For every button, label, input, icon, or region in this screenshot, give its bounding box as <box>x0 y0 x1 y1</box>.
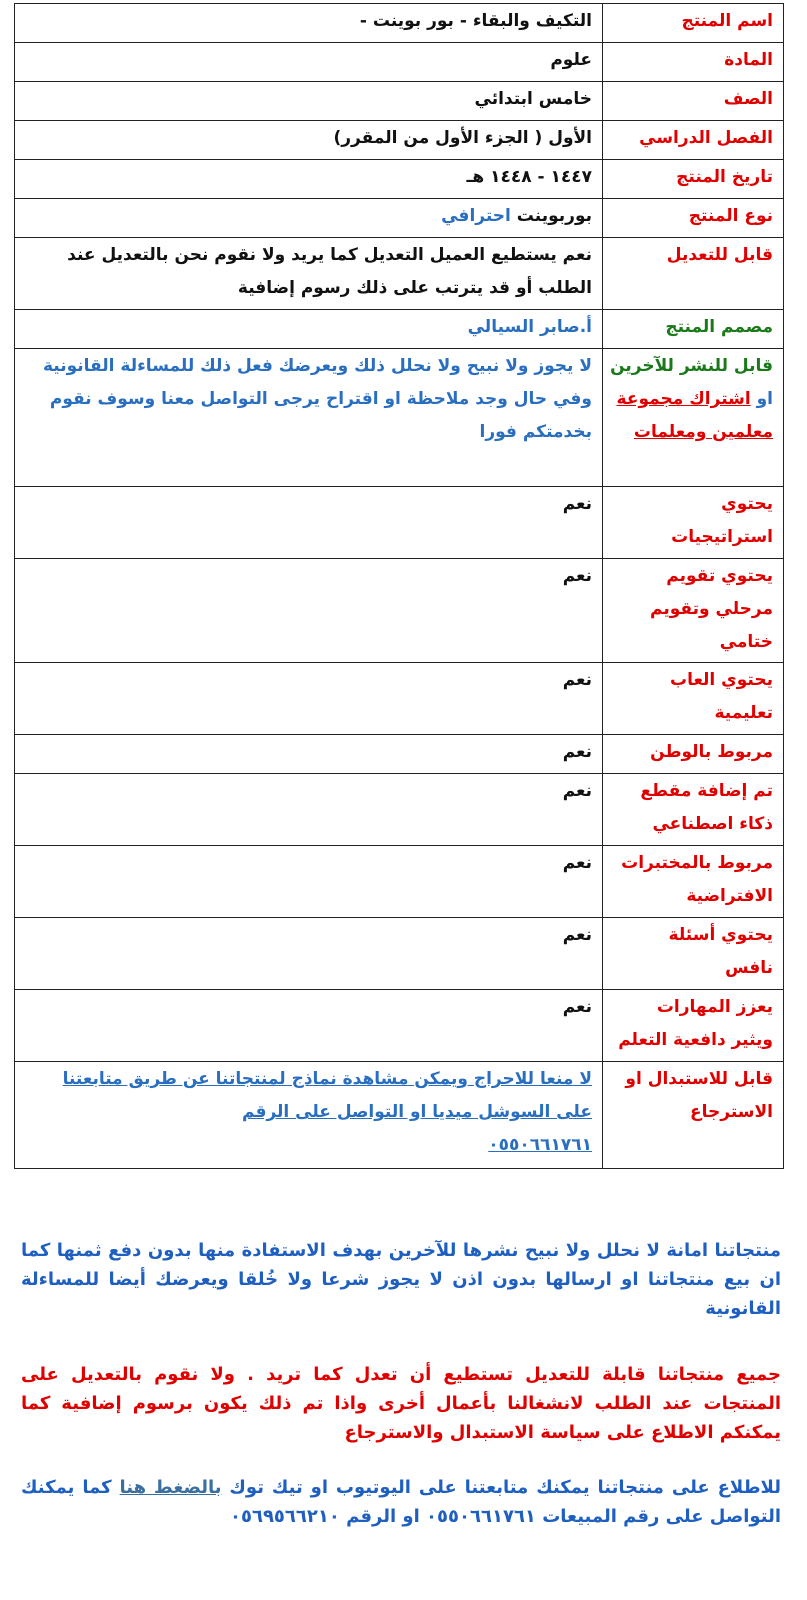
label-line: ختامي <box>719 632 773 652</box>
row-value: التكيف والبقاء - بور بوينت - <box>15 4 603 43</box>
label-line: مرحلي وتقويم <box>650 599 773 619</box>
label-line: ذكاء اصطناعي <box>652 814 773 834</box>
row-label <box>603 487 784 559</box>
trust-notice: منتجاتنا امانة لا نحلل ولا نبيح نشرها للآخرين بهدف الاستفادة منها بدون دفع ثمنها كما ان بيع منتجاتنا او ارسالها بدون اذن لا يجوز شرعا ولا خُلقا ويعرضك أيضا للمساءلة القانونية <box>21 1240 781 1319</box>
table-row <box>15 990 784 1062</box>
row-label <box>603 846 784 918</box>
row-value: علوم <box>15 43 603 82</box>
label-line: تم إضافة مقطع <box>640 781 773 801</box>
label-others: للآخرين <box>610 356 674 376</box>
label-or: او <box>756 389 773 409</box>
row-label <box>603 774 784 846</box>
row-label <box>603 990 784 1062</box>
row-value: نعم <box>15 559 603 663</box>
label-line: استراتيجيات <box>671 527 773 547</box>
row-label: قابل للتعديل <box>603 238 784 310</box>
label-line: يحتوي تقويم <box>666 566 773 586</box>
follow-text: للاطلاع على منتجاتنا يمكنك متابعتنا على اليوتيوب او تيك توك <box>229 1477 781 1498</box>
label-line: يحتوي أسئلة <box>668 925 773 945</box>
label-subscription: اشتراك مجموعة معلمين ومعلمات <box>616 389 773 442</box>
table-row <box>15 1062 784 1169</box>
row-label: مربوط بالوطن <box>603 735 784 774</box>
table-row <box>15 663 784 735</box>
phone-number[interactable]: ٠٥٥٠٦٦١٧٦١ <box>488 1135 592 1155</box>
row-value: نعم <box>15 918 603 990</box>
row-value: لا يجوز ولا نبيح ولا نحلل ذلك ويعرضك فعل ذلك للمساءلة القانونية وفي حال وجد ملاحظة او اقتراح يرجى التواصل معنا وسوف نقوم بخدمتكم فورا <box>15 349 603 487</box>
row-value: ١٤٤٧ - ١٤٤٨ هـ <box>15 160 603 199</box>
follow-notice <box>21 1473 781 1531</box>
row-label <box>603 349 784 487</box>
row-label: اسم المنتج <box>603 4 784 43</box>
row-value <box>15 1062 603 1169</box>
table-row <box>15 846 784 918</box>
label-line: الاسترجاع <box>690 1102 773 1122</box>
label-line: الافتراضية <box>686 886 773 906</box>
row-value: أ.صابر السيالي <box>15 310 603 349</box>
product-type-base: بوربوينت <box>516 206 592 226</box>
editing-notice: جميع منتجاتنا قابلة للتعديل تستطيع أن تعدل كما تريد . ولا نقوم بالتعديل على المنتجات عند الطلب لانشغالنا بأعمال أخرى واذا تم ذلك يكون برسوم إضافية كما يمكنكم الاطلاع على سياسة الاستبدال والاسترجاع <box>21 1364 781 1443</box>
row-label: المادة <box>603 43 784 82</box>
table-row <box>15 918 784 990</box>
label-publish: قابل للنشر <box>679 356 773 376</box>
row-label: تاريخ المنتج <box>603 160 784 199</box>
row-label: الفصل الدراسي <box>603 121 784 160</box>
table-row <box>15 310 784 349</box>
table-row <box>15 487 784 559</box>
row-value: خامس ابتدائي <box>15 82 603 121</box>
row-value: نعم يستطيع العميل التعديل كما يريد ولا نقوم نحن بالتعديل عند الطلب أو قد يترتب على ذلك رسوم إضافية <box>15 238 603 310</box>
table-row <box>15 160 784 199</box>
exchange-policy-text: لا منعا للاحراج ويمكن مشاهدة نماذج لمنتجاتنا عن طريق متابعتنا على السوشل ميديا او التواصل على الرقم <box>62 1069 592 1122</box>
table-row <box>15 43 784 82</box>
row-value: نعم <box>15 990 603 1062</box>
table-row <box>15 238 784 310</box>
row-label <box>603 663 784 735</box>
product-type-qualifier: احترافي <box>441 206 511 226</box>
row-value: نعم <box>15 846 603 918</box>
row-value: الأول ( الجزء الأول من المقرر) <box>15 121 603 160</box>
table-row <box>15 349 784 487</box>
follow-link[interactable]: بالضغط هنا <box>119 1477 222 1498</box>
label-line: مربوط بالمختبرات <box>621 853 773 873</box>
row-value: نعم <box>15 663 603 735</box>
product-info-table <box>14 3 784 1169</box>
row-label: مصمم المنتج <box>603 310 784 349</box>
row-label <box>603 1062 784 1169</box>
table-row <box>15 735 784 774</box>
table-row <box>15 82 784 121</box>
table-row <box>15 559 784 663</box>
label-line: يحتوي العاب <box>669 670 773 690</box>
label-line: يحتوي <box>721 494 773 514</box>
row-value: نعم <box>15 735 603 774</box>
row-label: نوع المنتج <box>603 199 784 238</box>
label-line: يعزز المهارات <box>656 997 773 1017</box>
label-line: قابل للاستبدال او <box>625 1069 773 1089</box>
table-row <box>15 4 784 43</box>
table-row <box>15 774 784 846</box>
row-label <box>603 559 784 663</box>
row-value: نعم <box>15 487 603 559</box>
table-row <box>15 199 784 238</box>
label-line: تعليمية <box>714 703 773 723</box>
row-value: نعم <box>15 774 603 846</box>
row-value <box>15 199 603 238</box>
row-label <box>603 918 784 990</box>
label-line: نافس <box>725 958 773 978</box>
label-line: ويثير دافعية التعلم <box>618 1030 773 1050</box>
contact-text: كما يمكنك التواصل على رقم المبيعات ٠٥٥٠٦٦١٧٦١ او الرقم ٠٥٦٩٥٦٦٢١٠ <box>21 1477 781 1527</box>
row-label: الصف <box>603 82 784 121</box>
table-row <box>15 121 784 160</box>
